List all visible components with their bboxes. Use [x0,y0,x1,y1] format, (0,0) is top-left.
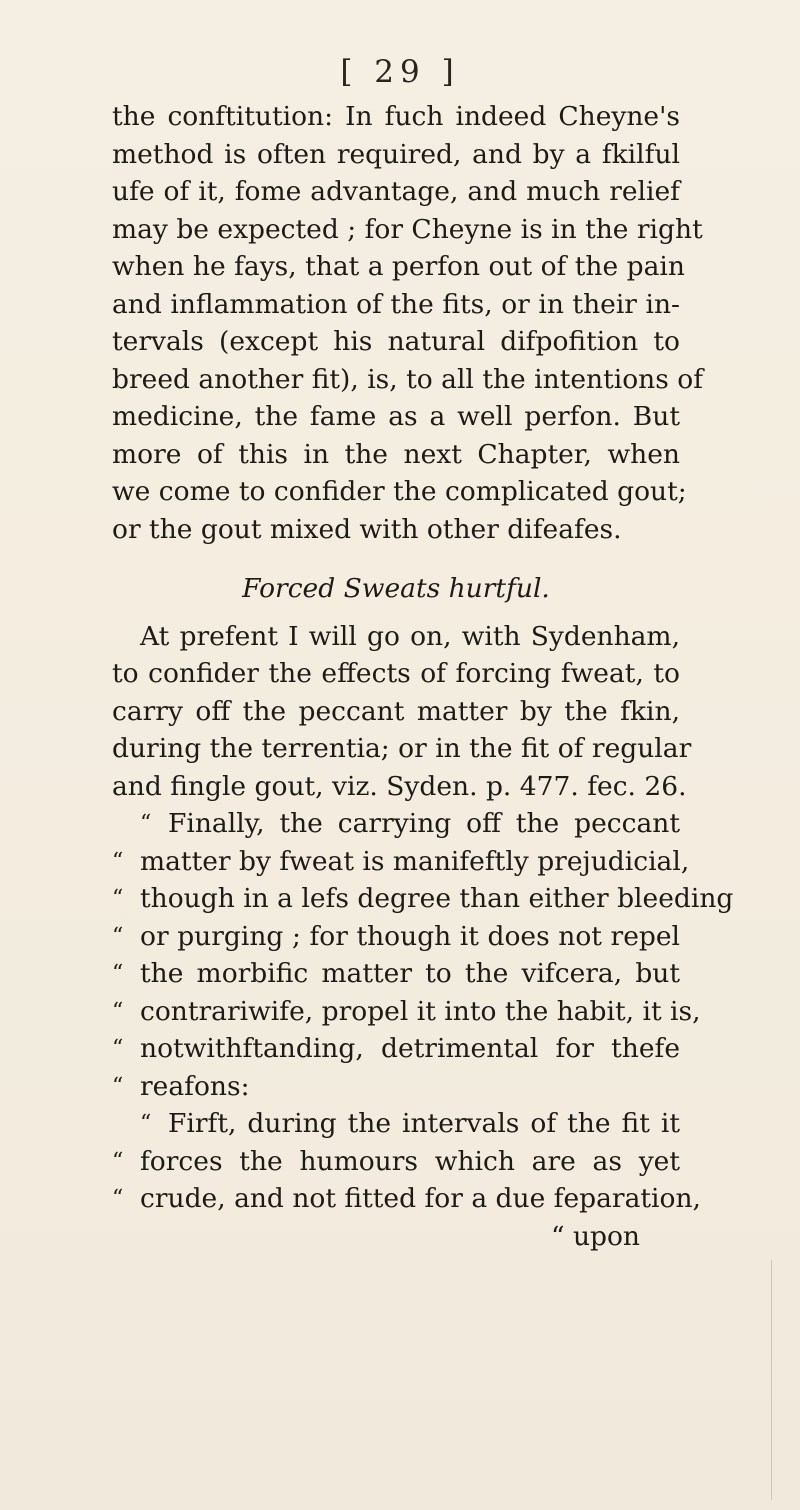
quotation-first [112,1105,701,1218]
text-line: or the gout mixed with other difeafes. [112,513,622,545]
quote-text: forces the humours which are as yet [140,1145,680,1177]
text-line: At prefent I will go on, with Sydenham, [140,620,680,652]
text-line: during the terrentia; or in the fit of regular [112,733,692,764]
quoted-line [112,955,680,993]
text-line: method is often required, and by a fkilful [112,138,680,170]
quote-text: matter by fweat is manifeftly prejudicial, [140,845,690,877]
quoted-line [112,1030,680,1068]
quote-text: the morbific matter to the vifcera, but [140,958,680,989]
text-line: carry off the peccant matter by the fkin, [112,695,680,727]
text-line: to confider the effects of forcing fweat, to [112,658,680,689]
text-line: and inflammation of the fits, or in their in- [112,288,680,320]
page-body [112,98,734,1255]
quote-mark: “ [112,1148,124,1174]
quote-text: though in a lefs degree than either bleeding [140,883,734,914]
page-number: [ 29 ] [340,54,460,90]
paragraph-constitution [112,98,704,548]
text-line: more of this in the next Chapter, when [112,438,680,470]
quote-text: Firft, during the intervals of the fit it [168,1108,680,1139]
quoted-line [112,805,680,843]
quote-text: Finally, the carrying off the peccant [168,808,680,839]
quoted-line [112,1143,680,1181]
quote-text: or purging ; for though it does not repel [140,920,680,952]
catchword: “ upon [550,1220,640,1252]
quoted-line [112,993,701,1031]
quote-text: notwithftanding, detrimental for thefe [140,1033,680,1064]
quote-mark: “ [140,1111,152,1136]
quoted-line [112,1068,680,1106]
quote-text: reafons: [140,1070,250,1102]
quoted-line [112,918,680,956]
quote-text: contrariwife, propel it into the habit, it is, [140,995,701,1027]
quotation-finally [112,805,734,1105]
quote-mark: “ [112,923,124,949]
text-line: the conftitution: In fuch indeed Cheyne's [112,101,680,132]
quoted-line [112,880,734,918]
text-line: medicine, the fame as a well perfon. But [112,401,680,432]
paragraph-sydenham [112,618,692,806]
quote-mark: “ [112,961,124,986]
quote-mark: “ [112,1186,124,1211]
quote-mark: “ [112,1036,124,1061]
text-line: we come to confider the complicated gout; [112,476,687,507]
quote-mark: “ [112,886,124,911]
page-edge-shadow [771,1260,772,1500]
quote-mark: “ [112,1073,124,1099]
text-line: tervals (except his natural difpofition to [112,326,680,357]
section-heading: Forced Sweats hurtful. [242,573,550,604]
text-line: when he fays, that a perfon out of the pain [112,251,685,282]
quote-mark: “ [112,848,124,874]
quoted-line [112,1180,701,1218]
quote-mark: “ [140,811,152,836]
quote-text: crude, and not fitted for a due feparation, [140,1183,701,1214]
quoted-line [112,1105,680,1143]
text-line: breed another fit), is, to all the intentions of [112,363,704,395]
text-line: may be expected ; for Cheyne is in the right [112,213,703,245]
quote-mark: “ [112,998,124,1024]
quoted-line [112,843,690,881]
text-line: ufe of it, fome advantage, and much relief [112,176,680,207]
text-line: and fingle gout, viz. Syden. p. 477. fec. 26. [112,770,687,802]
